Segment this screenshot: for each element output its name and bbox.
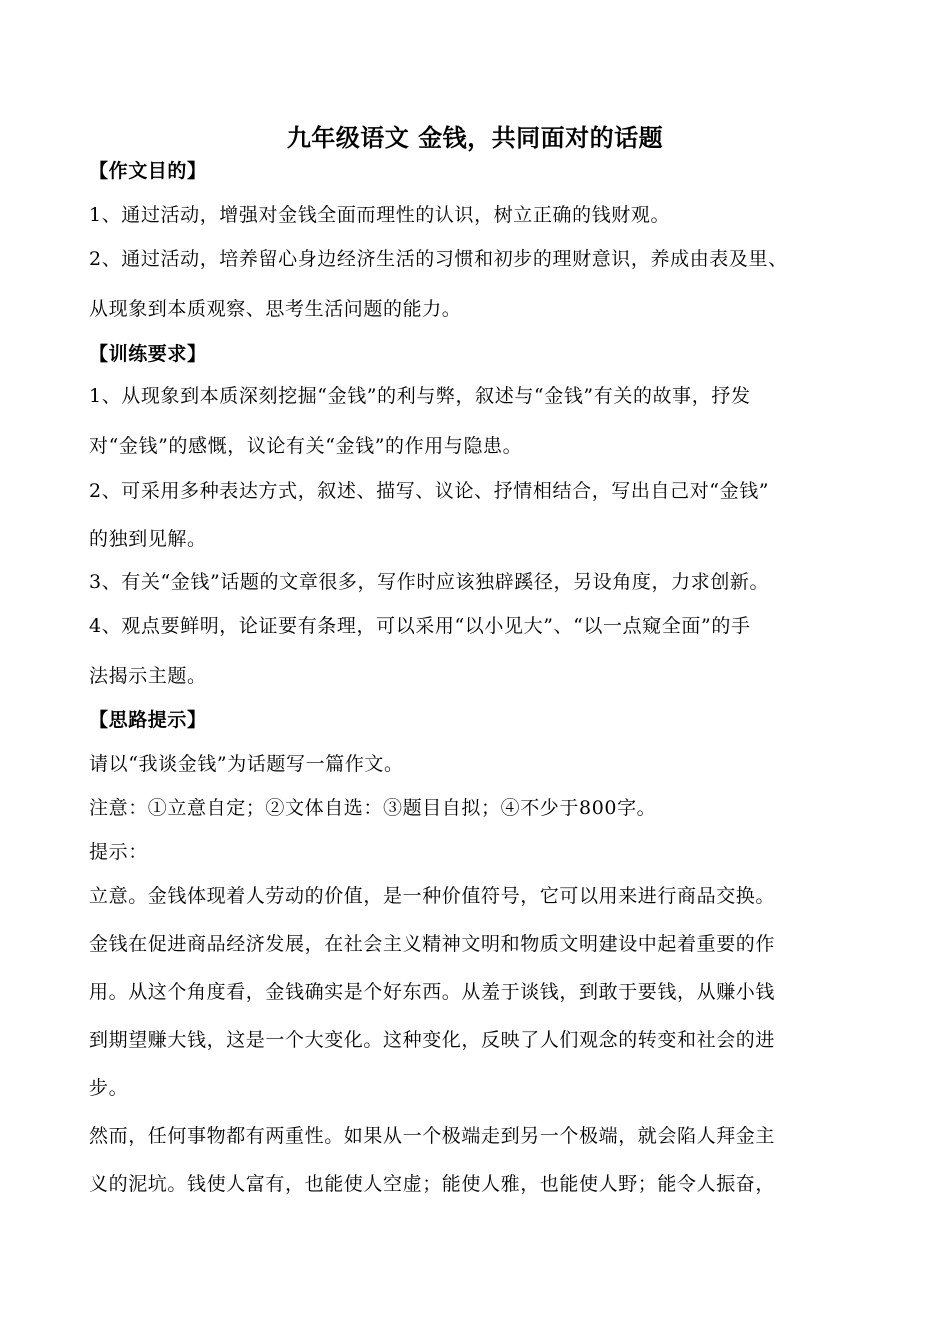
paragraph-line: 法揭示主题。 [89,665,207,687]
paragraph-line: 对“金钱”的感慨，议论有关“金钱”的作用与隐患。 [89,435,523,457]
paragraph-line: 4、观点要鲜明，论证要有条理，可以采用“以小见大”、“以一点窥全面”的手 [89,615,751,637]
paragraph-line: 然而，任何事物都有两重性。如果从一个极端走到另一个极端，就会陷人拜金主 [89,1125,776,1147]
section-heading-requirements: 【训练要求】 [89,343,207,365]
paragraph-line: 的独到见解。 [89,528,207,550]
paragraph-line: 1、通过活动，增强对金钱全面而理性的认识，树立正确的钱财观。 [89,204,671,226]
paragraph-line: 3、有关“金钱”话题的文章很多，写作时应该独辟蹊径，另设角度，力求创新。 [89,571,770,593]
paragraph-line: 金钱在促进商品经济发展，在社会主义精神文明和物质文明建设中起着重要的作 [89,933,776,955]
paragraph-line: 到期望赚大钱，这是一个大变化。这种变化，反映了人们观念的转变和社会的进 [89,1029,776,1051]
paragraph-line: 请以“我谈金钱”为话题写一篇作文。 [89,753,404,775]
paragraph-line: 1、从现象到本质深刻挖掘“金钱”的利与弊，叙述与“金钱”有关的故事，抒发 [89,385,751,407]
paragraph-line: 步。 [89,1077,129,1099]
section-heading-hints: 【思路提示】 [89,709,207,731]
document-title: 九年级语文 金钱，共同面对的话题 [286,123,664,152]
paragraph-line: 立意。金钱体现着人劳动的价值，是一种价值符号，它可以用来进行商品交换。 [89,885,776,907]
paragraph-line: 2、通过活动，培养留心身边经济生活的习惯和初步的理财意识，养成由表及里、 [89,248,788,270]
paragraph-line: 注意：①立意自定；②文体自选：③题目自拟；④不少于800字。 [89,797,657,819]
paragraph-line: 提示： [89,841,148,863]
section-heading-purpose: 【作文目的】 [89,160,207,182]
paragraph-line: 用。从这个角度看，金钱确实是个好东西。从羞于谈钱，到敢于要钱，从赚小钱 [89,981,776,1003]
paragraph-line: 义的泥坑。钱使人富有，也能使人空虚；能使人雅，也能使人野；能令人振奋， [89,1173,776,1195]
paragraph-line: 2、可采用多种表达方式，叙述、描写、议论、抒情相结合，写出自己对“金钱” [89,480,770,502]
paragraph-line: 从现象到本质观察、思考生活问题的能力。 [89,298,462,320]
